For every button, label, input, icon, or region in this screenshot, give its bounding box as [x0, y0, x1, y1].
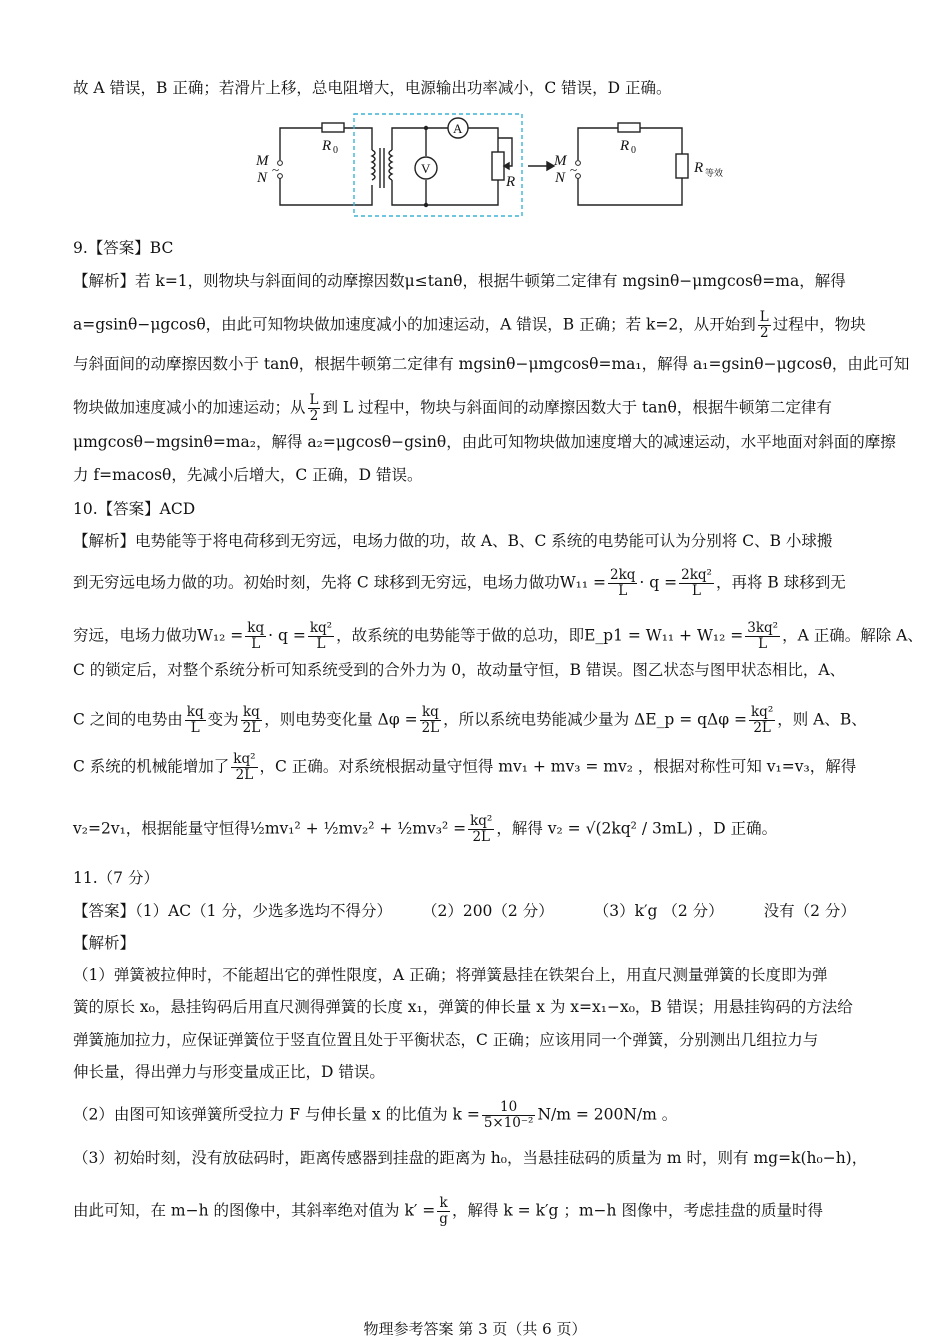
text-line: μmgcosθ−mgsinθ=ma₂，解得 a₂=μgcosθ−gsinθ，由此可知物块做加速度增大的减速运动，水平地面对斜面的摩擦 [73, 433, 896, 451]
svg-text:M: M [256, 153, 269, 169]
text-line: 伸长量，得出弹力与形变量成正比，D 错误。 [73, 1063, 385, 1081]
text-line: C 之间的电势由 $\frac{kq}{L}$ 变为 $\frac{kq}{2L}$ ，则电势变化量 Δφ = $\frac{kq}{2L}$ ，所以系统电势能减少量为 ΔE_p = qΔφ = $\frac{\text{kq²}}{2L}$ ，则 A、B、 [73, 704, 867, 736]
text-line: 由此可知，在 m−h 的图像中，其斜率绝对值为 k′ = $\frac{k}{g}$ ，解得 k = k′g ；m−h 图像中，考虑挂盘的质量时得 [73, 1195, 823, 1227]
svg-text:N: N [257, 170, 268, 186]
text-line: a=gsinθ−μgcosθ，由此可知物块做加速度减小的加速运动，A 错误，B 正确；若 k=2，从开始到 $\frac{L}{2}$ 过程中，物块 [73, 309, 866, 341]
page-footer: 物理参考答案 第 3 页（共 6 页） [363, 1320, 587, 1338]
text-line: 与斜面间的动摩擦因数小于 tanθ，根据牛顿第二定律有 mgsinθ−μmgcosθ=ma₁，解得 a₁=gsinθ−μgcosθ，由此可知 [73, 355, 910, 373]
text-line: 【解析】若 k=1，则物块与斜面间的动摩擦因数μ≤tanθ，根据牛顿第二定律有 mgsinθ−μmgcosθ=ma，解得 [73, 272, 846, 290]
text-line: （2）由图可知该弹簧所受拉力 F 与伸长量 x 的比值为 k = $\frac{10}{\text{5×10⁻²}}$ N/m = 200N/m 。 [73, 1099, 678, 1131]
text-line: v₂=2v₁，根据能量守恒得½mv₁² + ½mv₂² + ½mv₃² = $\frac{\text{kq²}}{2L}$ ，解得 v₂ = √(2kq² / 3mL) ，D 正确。 [73, 813, 778, 845]
q10-answer: 10.【答案】ACD [73, 500, 196, 518]
svg-text:R: R [620, 138, 630, 154]
text-line: 【解析】 [73, 934, 136, 952]
text-line: （3）初始时刻，没有放砝码时，距离传感器到挂盘的距离为 h₀，当悬挂砝码的质量为 m 时，则有 mg=k(h₀−h)， [73, 1149, 868, 1167]
svg-text:N: N [555, 170, 566, 186]
q11-header: 11.（7 分） [73, 869, 159, 887]
text-line: C 系统的机械能增加了 $\frac{\text{kq²}}{2L}$ ，C 正确。对系统根据动量守恒得 mv₁ + mv₃ = mv₂ ，根据对称性可知 v₁=v₃，解得 [73, 751, 857, 783]
q9-answer: 9.【答案】BC [73, 239, 174, 257]
svg-text:0: 0 [333, 145, 338, 156]
text-line: 【解析】电势能等于将电荷移到无穷远，电场力做的功，故 A、B、C 系统的电势能可认为分别将 C、B 小球搬 [73, 532, 833, 550]
text-line: 故 A 错误，B 正确；若滑片上移，总电阻增大，电源输出功率减小，C 错误，D 正确。 [73, 79, 672, 97]
svg-text:M: M [554, 153, 567, 169]
text-line: 物块做加速度减小的加速运动；从 $\frac{L}{2}$ 到 L 过程中，物块与斜面间的动摩擦因数大于 tanθ，根据牛顿第二定律有 [73, 392, 832, 424]
text-line: 到无穷远电场力做的功。初始时刻，先将 C 球移到无穷远，电场力做功W₁₁ = $\frac{2kq}{L}$ · q = $\frac{\text{2kq²}}{L}$ ，再将 B 球移到无 [73, 567, 846, 599]
svg-text:~: ~ [272, 162, 280, 177]
svg-text:R: R [506, 174, 516, 190]
svg-text:R: R [694, 160, 704, 176]
q11-answer: 【答案】（1）AC（1 分，少选多选均不得分） （2）200（2 分） （3）k′g （2 分） 没有（2 分） [73, 902, 856, 920]
svg-text:~: ~ [570, 162, 578, 177]
text-line: 穷远，电场力做功W₁₂ = $\frac{kq}{L}$ · q = $\frac{\text{kq²}}{L}$ ，故系统的电势能等于做的总功，即E_p1 = W₁₁ + W₁₂ = $\frac{\text{3kq²}}{L}$ ，A 正确。解除 A、 [73, 620, 923, 652]
text-line: （1）弹簧被拉伸时，不能超出它的弹性限度，A 正确；将弹簧悬挂在铁架台上，用直尺测量弹簧的长度即为弹 [73, 966, 828, 984]
svg-text:V: V [421, 161, 431, 176]
circuit-diagram [250, 110, 730, 222]
text-line: 簧的原长 x₀，悬挂钩码后用直尺测得弹簧的长度 x₁，弹簧的伸长量 x 为 x=x₁−x₀，B 错误；用悬挂钩码的方法给 [73, 998, 853, 1016]
text-line: C 的锁定后，对整个系统分析可知系统受到的合外力为 0，故动量守恒，B 错误。图乙状态与图甲状态相比，A、 [73, 661, 846, 679]
svg-text:0: 0 [631, 145, 636, 156]
text-line: 力 f=macosθ，先减小后增大，C 正确，D 错误。 [73, 466, 423, 484]
svg-text:R: R [322, 138, 332, 154]
svg-text:A: A [453, 121, 463, 136]
svg-text:等效: 等效 [705, 168, 724, 178]
text-line: 弹簧施加拉力，应保证弹簧位于竖直位置且处于平衡状态，C 正确；应该用同一个弹簧，分别测出几组拉力与 [73, 1031, 819, 1049]
